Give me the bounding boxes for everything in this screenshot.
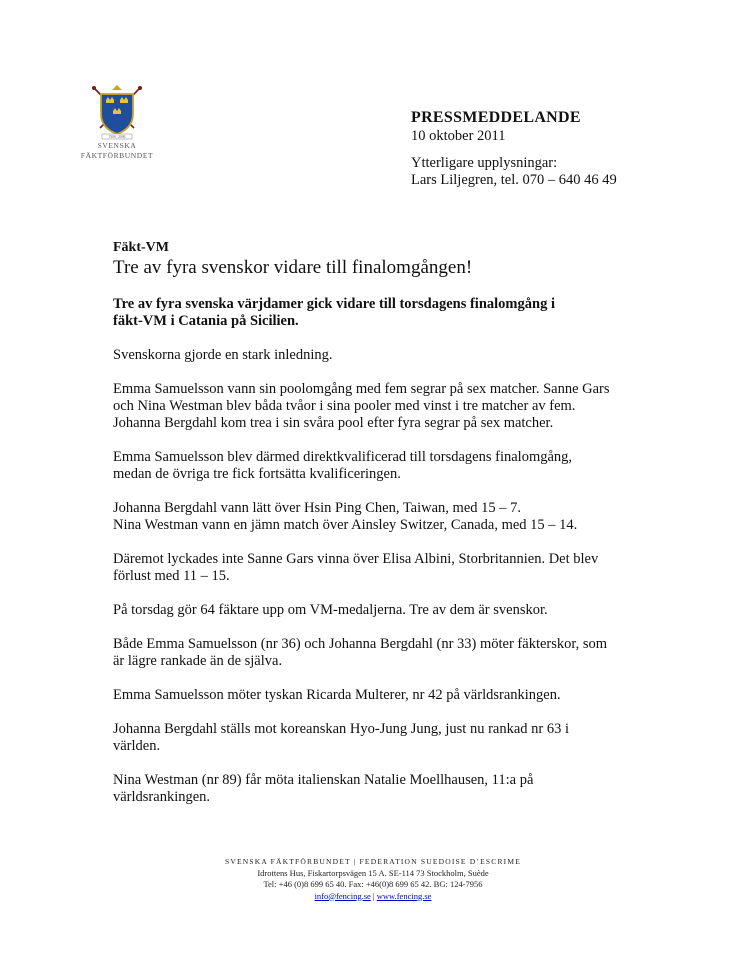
website-link[interactable]: www.fencing.se: [376, 890, 432, 901]
paragraph: [113, 602, 643, 619]
info-label: Ytterligare upplysningar:: [411, 155, 558, 171]
paragraph-line: Däremot lyckades inte Sanne Gars vinna över Elisa Albini, Storbritannien. Det blev: [113, 551, 599, 567]
paragraph-line: Emma Samuelsson blev därmed direktkvalificerad till torsdagens finalomgång,: [113, 449, 573, 465]
logo-text-line2: FÄKTFÖRBUNDET: [80, 151, 154, 160]
ingress-line: Tre av fyra svenska värjdamer gick vidare till torsdagens finalomgång i: [113, 296, 555, 312]
footer-address: Idrottens Hus, Fiskartorpsvägen 15 A. SE-114 73 Stockholm, Suède: [257, 867, 489, 878]
paragraph-line: Nina Westman vann en jämn match över Ainsley Switzer, Canada, med 15 – 14.: [113, 517, 578, 533]
logo-text-line1: SVENSKA: [97, 141, 137, 150]
paragraph: [113, 772, 643, 806]
paragraph: [113, 381, 643, 432]
paragraph-line: världen.: [113, 738, 161, 754]
paragraph: [113, 721, 643, 755]
paragraph-line: Johanna Bergdahl kom trea i sin svåra pool efter fyra segrar på sex matcher.: [113, 415, 554, 431]
paragraph: [113, 449, 643, 483]
paragraph-line: förlust med 11 – 15.: [113, 568, 230, 584]
press-info: [411, 155, 711, 189]
footer-links: [0, 891, 746, 903]
contact-line: Lars Liljegren, tel. 070 – 640 46 49: [411, 172, 617, 188]
article-kicker: Fäkt-VM: [113, 240, 169, 255]
paragraph-line: Emma Samuelsson möter tyskan Ricarda Multerer, nr 42 på världsrankingen.: [113, 687, 561, 703]
paragraph: [113, 636, 643, 670]
paragraph-line: Nina Westman (nr 89) får möta italienskan Natalie Moellhausen, 11:a på: [113, 772, 534, 788]
article: [113, 239, 643, 806]
footer-org: SVENSKA FÄKTFÖRBUNDET | FEDERATION SUEDOISE D’ESCRIME: [224, 857, 522, 866]
press-date: 10 oktober 2011: [411, 128, 506, 144]
article-headline: Tre av fyra svenskor vidare till finalomgången!: [113, 257, 473, 278]
paragraph: [113, 687, 643, 704]
paragraph-line: Svenskorna gjorde en stark inledning.: [113, 347, 333, 363]
paragraph-line: och Nina Westman blev båda tvåor i sina pooler med vinst i tre matcher av fem.: [113, 398, 576, 414]
paragraph-line: är lägre rankade än de själva.: [113, 653, 283, 669]
paragraph-line: världsrankingen.: [113, 789, 211, 805]
footer-phone: Tel: +46 (0)8 699 65 40. Fax: +46(0)8 699 65 42. BG: 124-7956: [263, 879, 483, 889]
paragraph: [113, 500, 643, 534]
paragraph-line: Johanna Bergdahl ställs mot koreanskan Hyo-Jung Jung, just nu rankad nr 63 i: [113, 721, 570, 737]
article-ingress: [113, 296, 643, 330]
logo-years: 1906 | 2006: [108, 135, 126, 139]
footer-link-separator: |: [372, 890, 375, 901]
press-header: [411, 109, 711, 189]
paragraph-line: Både Emma Samuelsson (nr 36) och Johanna Bergdahl (nr 33) möter fäkterskor, som: [113, 636, 608, 652]
paragraph-line: På torsdag gör 64 fäktare upp om VM-medaljerna. Tre av dem är svenskor.: [113, 602, 548, 618]
paragraph-line: Emma Samuelsson vann sin poolomgång med fem segrar på sex matcher. Sanne Gars: [113, 381, 610, 397]
paragraph-line: medan de övriga tre fick fortsätta kvalificeringen.: [113, 466, 401, 482]
email-link[interactable]: info@fencing.se: [314, 890, 371, 901]
federation-logo: [72, 84, 162, 168]
paragraph: [113, 347, 643, 364]
paragraph: [113, 551, 643, 585]
press-title: PRESSMEDDELANDE: [411, 109, 581, 126]
crest-icon: [88, 84, 146, 140]
paragraph-line: Johanna Bergdahl vann lätt över Hsin Ping Chen, Taiwan, med 15 – 7.: [113, 500, 522, 516]
page-footer: [0, 856, 746, 902]
ingress-line: fäkt-VM i Catania på Sicilien.: [113, 313, 299, 329]
